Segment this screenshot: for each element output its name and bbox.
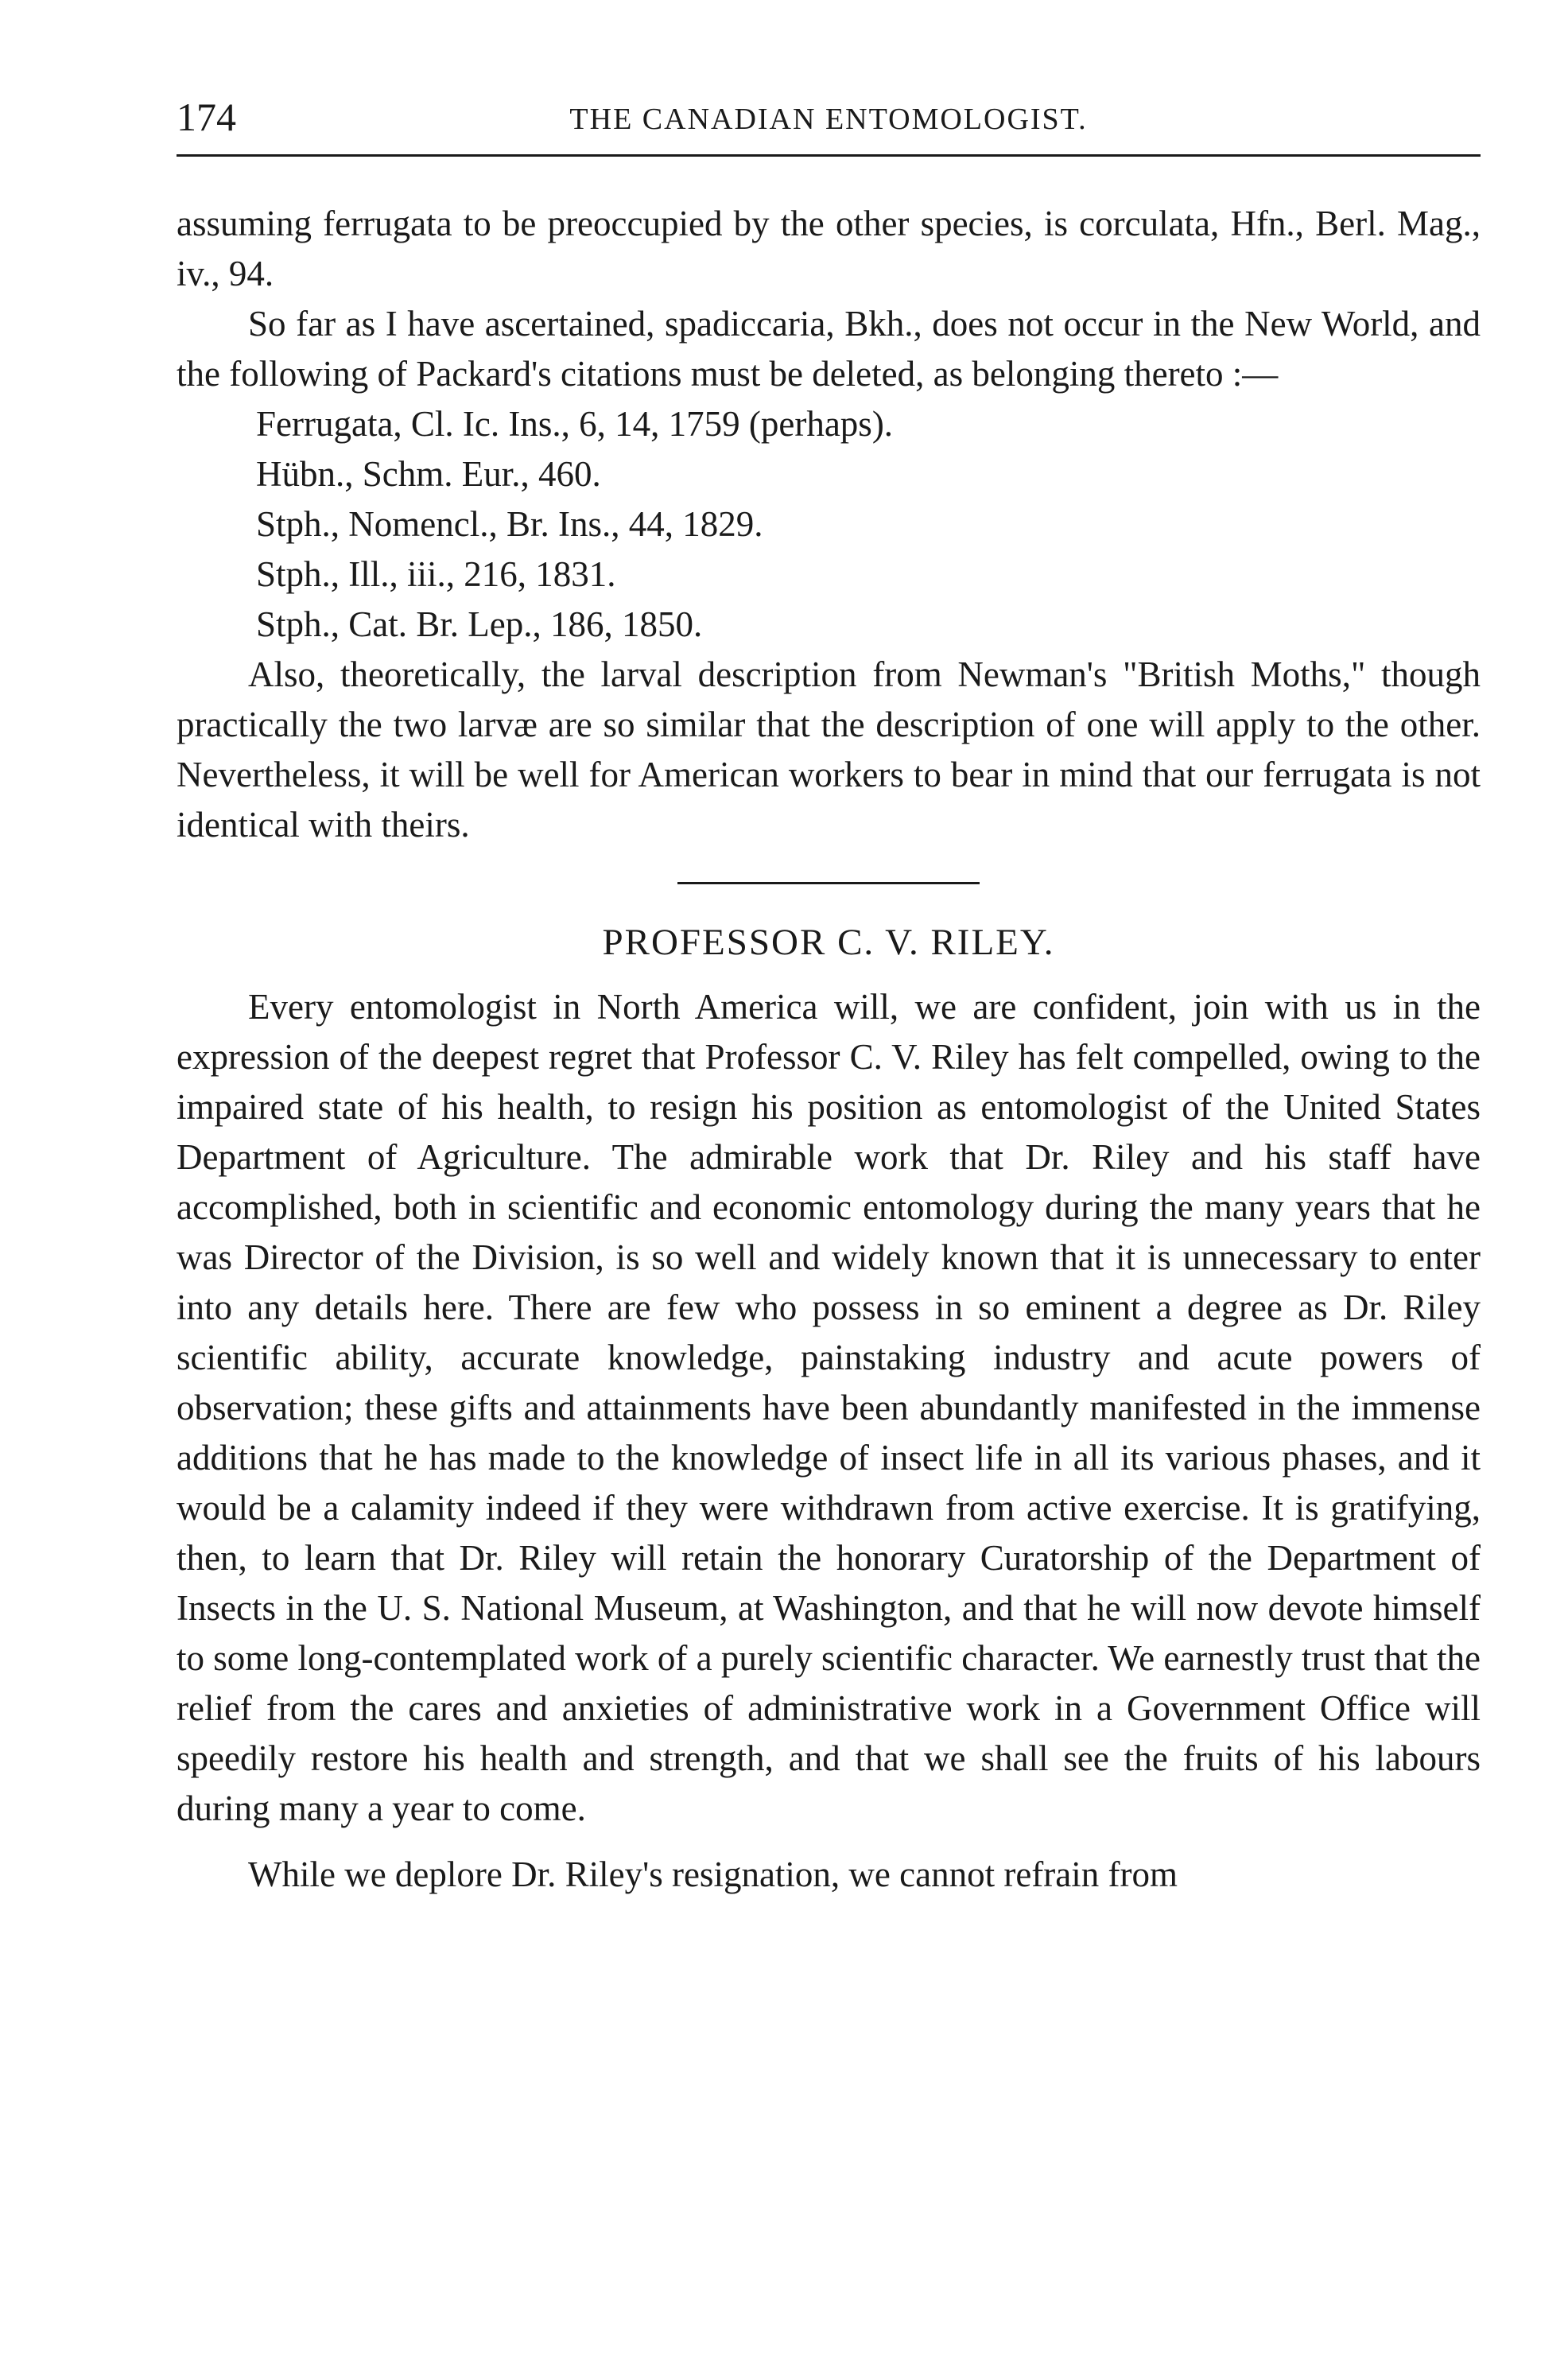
section-title: PROFESSOR C. V. RILEY. (602, 922, 1055, 963)
citation-item: Hübn., Schm. Eur., 460. (256, 454, 601, 494)
citation-item: Stph., Nomencl., Br. Ins., 44, 1829. (256, 504, 763, 544)
text-column (177, 199, 1481, 1900)
paragraph-riley-main: Every entomologist in North America will, we are confident, join with us in the expression of the deepest regret that Professor C. V. Riley has felt compelled, owing to the impaired state of his health, to resign his position as entomologist of the United States Department of Agriculture. The admirable work that Dr. Riley and his staff have accomplished, both in scientific and economic entomology during the many years that he was Director of the Division, is so well and widely known that it is unnecessary to enter into any details here. There are few who possess in so eminent a degree as Dr. Riley scientific ability, accurate knowledge, painstaking industry and acute powers of observation; these gifts and attainments have been abundantly manifested in the immense additions that he has made to the knowledge of insect life in all its various phases, and it would be a calamity indeed if they were withdrawn from active exercise. It is gratifying, then, to learn that Dr. Riley will retain the honorary Curatorship of the Department of Insects in the U. S. National Museum, at Washington, and that he will now devote himself to some long-contemplated work of a purely scientific character. We earnestly trust that the relief from the cares and anxieties of administrative work in a Government Office will speedily restore his health and strength, and that we shall see the fruits of his labours during many a year to come. (177, 987, 1481, 1828)
citation-item: Stph., Ill., iii., 216, 1831. (256, 554, 616, 594)
page-header (177, 94, 1481, 150)
citation-item: Stph., Cat. Br. Lep., 186, 1850. (256, 604, 703, 644)
paragraph-larval-description: Also, theoretically, the larval description from Newman's "British Moths," though practically the two larvæ are so similar that the description of one will apply to the other. Nevertheless, it will be well for American workers to bear in mind that our ferrugata is not identical with theirs. (177, 654, 1481, 845)
running-head: THE CANADIAN ENTOMOLOGIST. (569, 103, 1088, 136)
citation-list (177, 399, 1481, 650)
paragraph-riley-continued: While we deplore Dr. Riley's resignation, we cannot refrain from (248, 1854, 1178, 1894)
paragraph-continuation: assuming ferrugata to be preoccupied by the other species, is corculata, Hfn., Berl. Mag., iv., 94. (177, 204, 1481, 293)
citation-item: Ferrugata, Cl. Ic. Ins., 6, 14, 1759 (perhaps). (256, 404, 894, 444)
section-divider (677, 882, 980, 884)
paragraph-gap (177, 1834, 1481, 1850)
page-number: 174 (177, 95, 236, 139)
header-rule (177, 154, 1481, 157)
paragraph-spadiccaria: So far as I have ascertained, spadiccaria, Bkh., does not occur in the New World, and the following of Packard's citations must be deleted, as belonging thereto :— (177, 304, 1481, 394)
